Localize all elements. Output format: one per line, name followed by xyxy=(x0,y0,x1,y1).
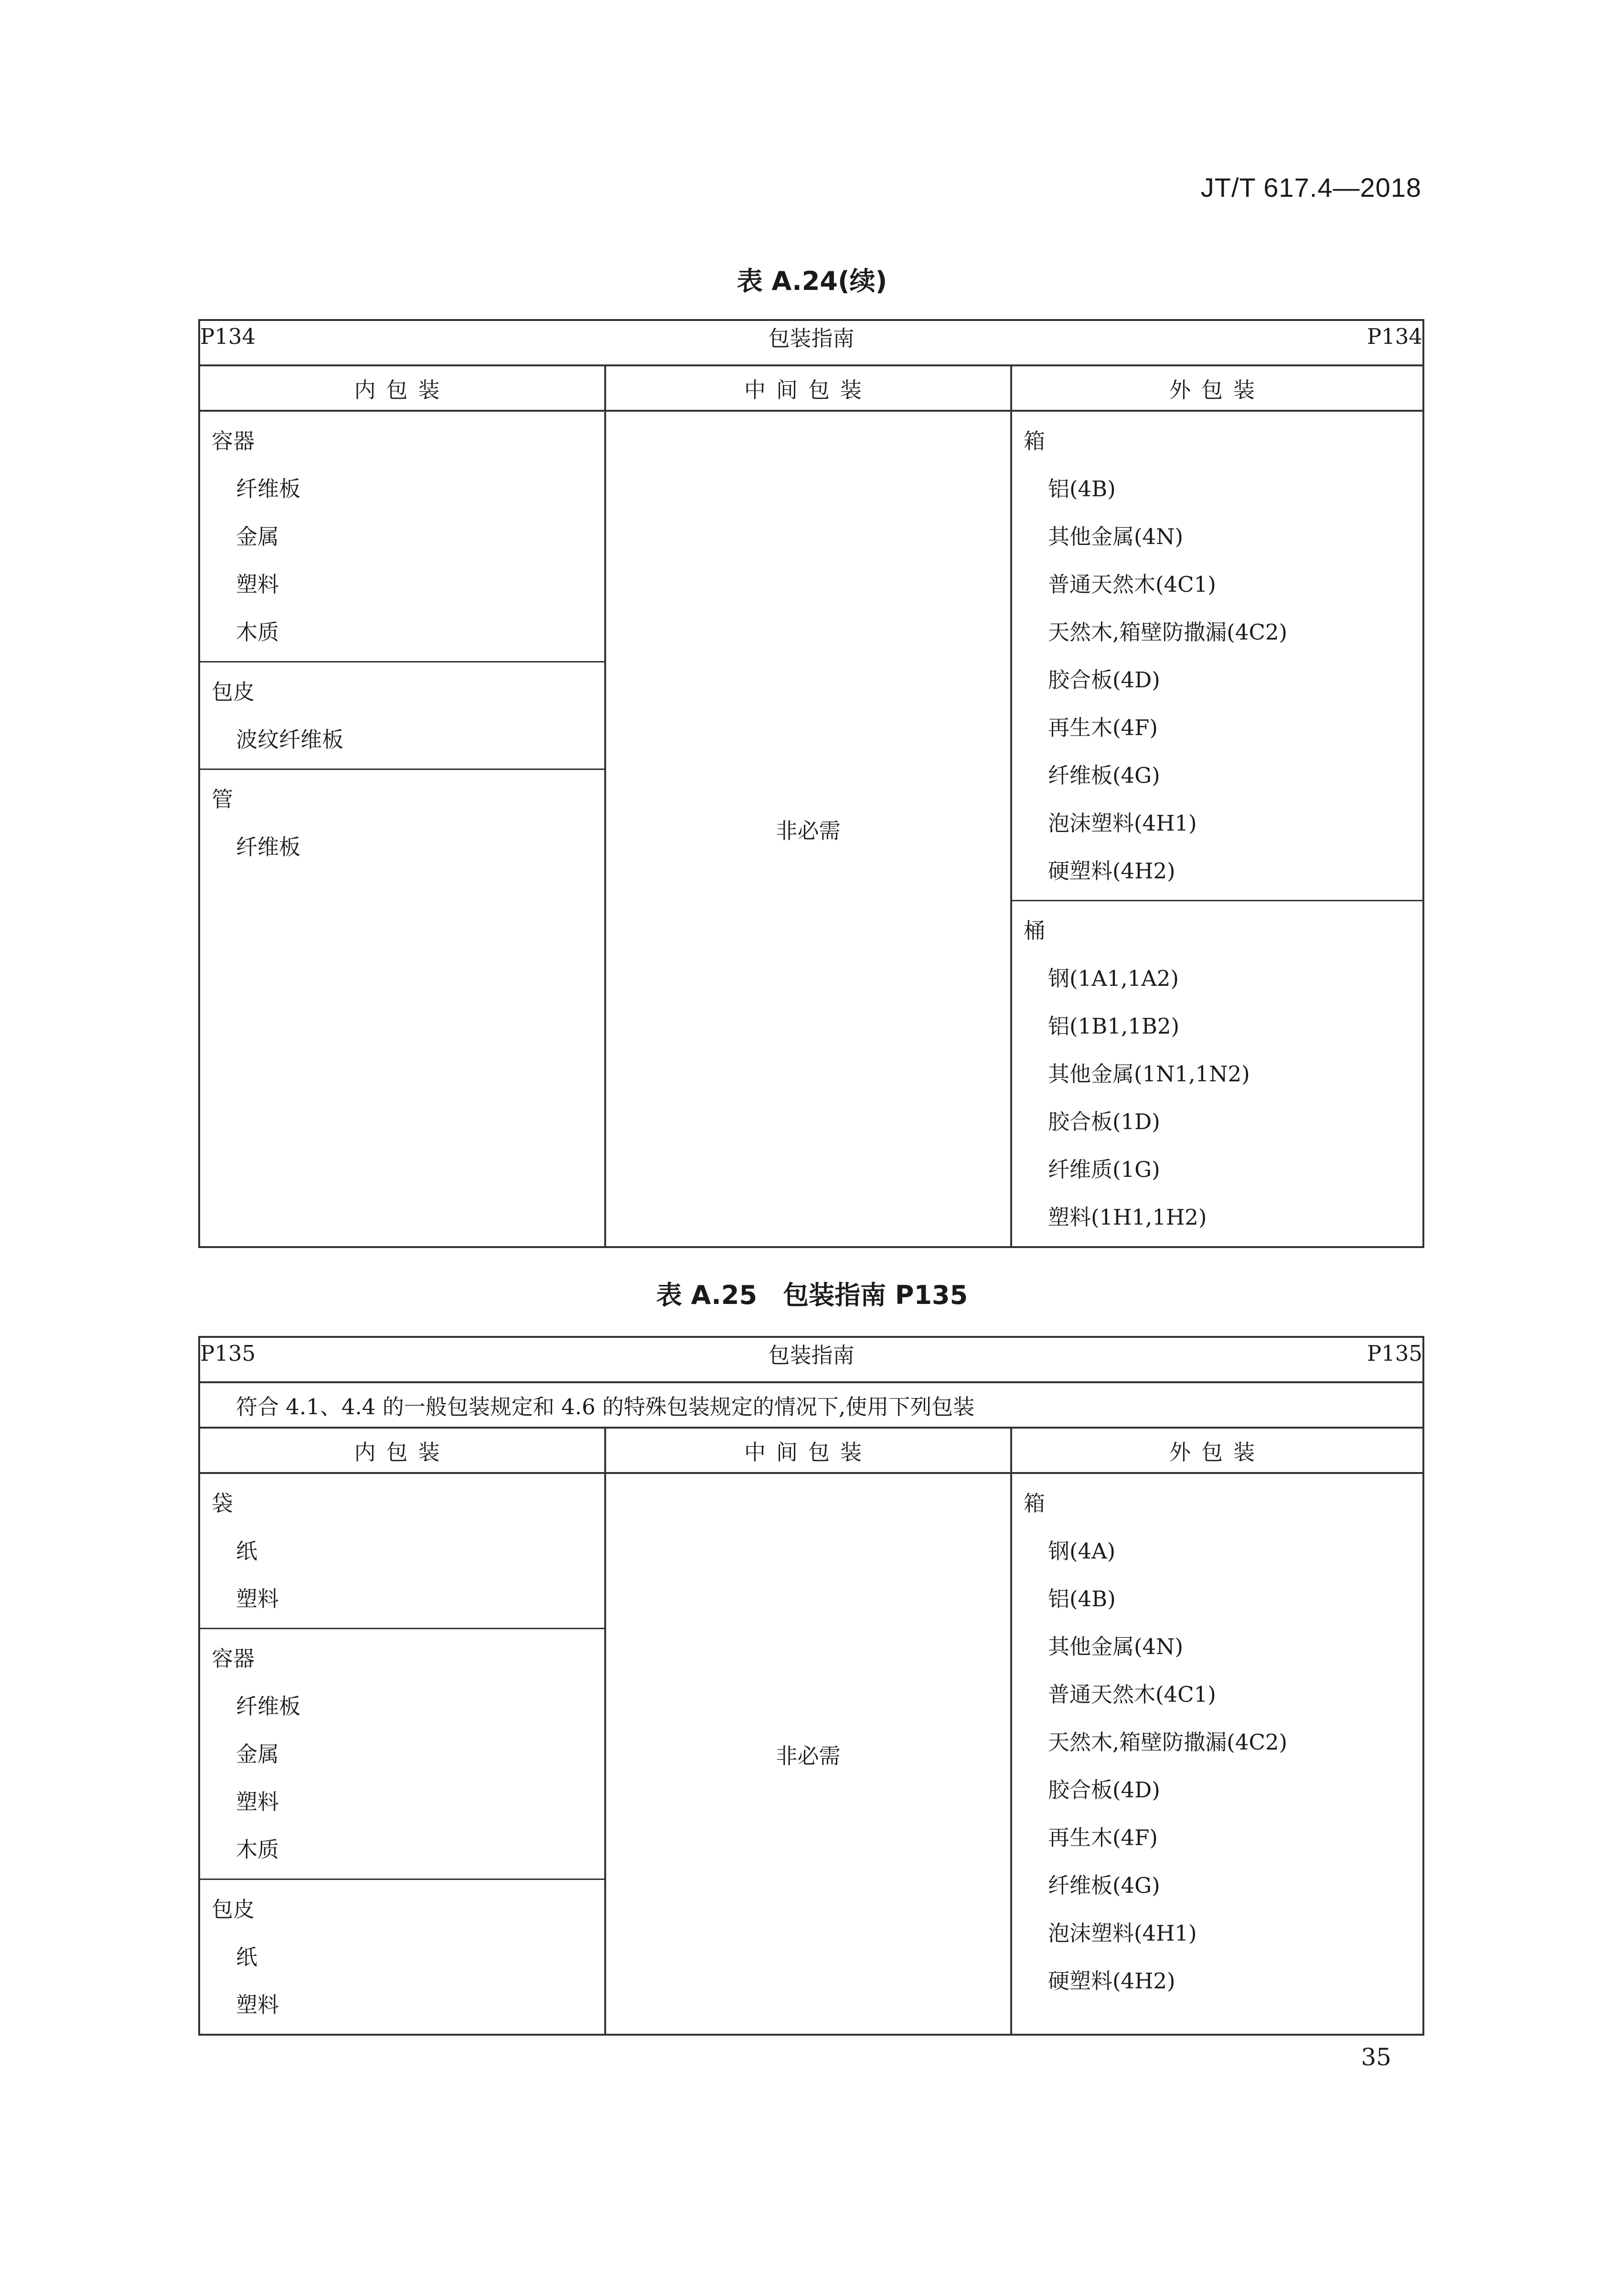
standard-code: JT/T 617.4—2018 xyxy=(1200,172,1421,203)
table-a24-caption: 表 A.24(续) xyxy=(737,266,887,296)
packaging-item: 胶合板(4D) xyxy=(1048,1777,1160,1803)
guide-title: 包装指南 xyxy=(768,1343,855,1368)
packaging-item: 其他金属(1N1,1N2) xyxy=(1048,1061,1250,1087)
packaging-item: 铝(4B) xyxy=(1048,1586,1116,1612)
inner-packaging-cell xyxy=(199,1473,605,2035)
packaging-item: 硬塑料(4H2) xyxy=(1048,858,1175,884)
packaging-item: 纤维板 xyxy=(236,1694,301,1719)
packaging-group-heading: 包皮 xyxy=(212,679,255,705)
guide-header-row xyxy=(199,1337,1423,1382)
inner-packaging-groups xyxy=(200,412,604,876)
packaging-item: 铝(1B1,1B2) xyxy=(1048,1014,1180,1039)
guide-note-row xyxy=(199,1382,1423,1428)
col-intermediate-packaging: 中间包装 xyxy=(605,365,1011,411)
intermediate-packaging-cell: 非必需 xyxy=(605,411,1011,1247)
packaging-group-heading: 容器 xyxy=(212,428,255,454)
guide-title: 包装指南 xyxy=(768,326,855,351)
packaging-group xyxy=(1012,412,1422,901)
packaging-item: 天然木,箱壁防撒漏(4C2) xyxy=(1048,619,1288,645)
intermediate-packaging-cell: 非必需 xyxy=(605,1473,1011,2035)
packaging-item: 纤维板 xyxy=(236,834,301,860)
packaging-item: 泡沫塑料(4H1) xyxy=(1048,1921,1197,1946)
packaging-group-heading: 包皮 xyxy=(212,1897,255,1922)
packaging-item: 再生木(4F) xyxy=(1048,1825,1158,1850)
packaging-item: 纸 xyxy=(236,1944,258,1970)
packaging-body-row xyxy=(199,1473,1423,2035)
col-outer-packaging: 外包装 xyxy=(1011,365,1423,411)
packaging-item: 塑料 xyxy=(236,1992,279,2018)
inner-packaging-cell xyxy=(199,411,605,1247)
packaging-item: 金属 xyxy=(236,524,279,549)
packaging-group xyxy=(1012,1474,1422,2010)
packaging-group-heading: 桶 xyxy=(1024,918,1046,943)
packaging-item: 胶合板(4D) xyxy=(1048,667,1160,693)
outer-packaging-cell xyxy=(1011,411,1423,1247)
packaging-item: 钢(1A1,1A2) xyxy=(1048,966,1179,991)
packaging-item: 纤维质(1G) xyxy=(1048,1157,1160,1182)
guide-header-row xyxy=(199,320,1423,365)
packaging-group xyxy=(200,662,604,770)
packaging-item: 纸 xyxy=(236,1538,258,1564)
column-header-row xyxy=(199,1428,1423,1473)
packaging-item: 塑料(1H1,1H2) xyxy=(1048,1205,1207,1230)
column-header-row xyxy=(199,365,1423,411)
packaging-group xyxy=(200,1880,604,2034)
packaging-item: 木质 xyxy=(236,1837,279,1862)
packaging-item: 纤维板 xyxy=(236,476,301,502)
packaging-item: 钢(4A) xyxy=(1048,1538,1116,1564)
packaging-group-heading: 箱 xyxy=(1024,1491,1046,1516)
packaging-group xyxy=(200,1629,604,1880)
col-inner-packaging: 内包装 xyxy=(199,1428,605,1473)
packaging-item: 胶合板(1D) xyxy=(1048,1109,1160,1134)
packaging-item: 铝(4B) xyxy=(1048,476,1116,502)
table-a25-caption: 表 A.25 包装指南 P135 xyxy=(656,1280,968,1310)
packaging-group-heading: 袋 xyxy=(212,1491,234,1516)
packaging-item: 泡沫塑料(4H1) xyxy=(1048,811,1197,836)
packaging-item: 天然木,箱壁防撒漏(4C2) xyxy=(1048,1730,1288,1755)
page-number: 35 xyxy=(1361,2043,1391,2071)
packaging-item: 普通天然木(4C1) xyxy=(1048,1682,1216,1707)
packaging-body-row xyxy=(199,411,1423,1247)
guide-note: 符合 4.1、4.4 的一般包装规定和 4.6 的特殊包装规定的情况下,使用下列包装 xyxy=(199,1382,1423,1428)
packing-guide-p135-table xyxy=(198,1336,1424,2036)
packaging-item: 木质 xyxy=(236,619,279,645)
packaging-item: 其他金属(4N) xyxy=(1048,524,1184,549)
packaging-item: 其他金属(4N) xyxy=(1048,1634,1184,1659)
packaging-item: 普通天然木(4C1) xyxy=(1048,572,1216,597)
inner-packaging-groups xyxy=(200,1474,604,2034)
packaging-item: 塑料 xyxy=(236,1586,279,1612)
packaging-item: 塑料 xyxy=(236,1789,279,1815)
packaging-group-heading: 管 xyxy=(212,787,234,812)
guide-code-left: P135 xyxy=(200,1341,256,1366)
col-inner-packaging: 内包装 xyxy=(199,365,605,411)
packing-guide-p134-table xyxy=(198,319,1424,1248)
packaging-item: 波纹纤维板 xyxy=(236,727,344,752)
packaging-item: 金属 xyxy=(236,1741,279,1767)
packaging-group xyxy=(200,770,604,876)
guide-code-right: P135 xyxy=(1367,1341,1423,1366)
outer-packaging-groups xyxy=(1012,1474,1422,2010)
packaging-group-heading: 箱 xyxy=(1024,428,1046,454)
guide-code-left: P134 xyxy=(200,324,256,349)
col-outer-packaging: 外包装 xyxy=(1011,1428,1423,1473)
packaging-item: 纤维板(4G) xyxy=(1048,763,1160,788)
packaging-item: 再生木(4F) xyxy=(1048,715,1158,740)
col-intermediate-packaging: 中间包装 xyxy=(605,1428,1011,1473)
packaging-group xyxy=(200,1474,604,1629)
outer-packaging-cell xyxy=(1011,1473,1423,2035)
packaging-group xyxy=(1012,901,1422,1246)
outer-packaging-groups xyxy=(1012,412,1422,1246)
packaging-item: 纤维板(4G) xyxy=(1048,1873,1160,1898)
guide-code-right: P134 xyxy=(1367,324,1423,349)
packaging-group xyxy=(200,412,604,662)
packaging-group-heading: 容器 xyxy=(212,1646,255,1671)
packaging-item: 硬塑料(4H2) xyxy=(1048,1968,1175,1994)
packaging-item: 塑料 xyxy=(236,572,279,597)
